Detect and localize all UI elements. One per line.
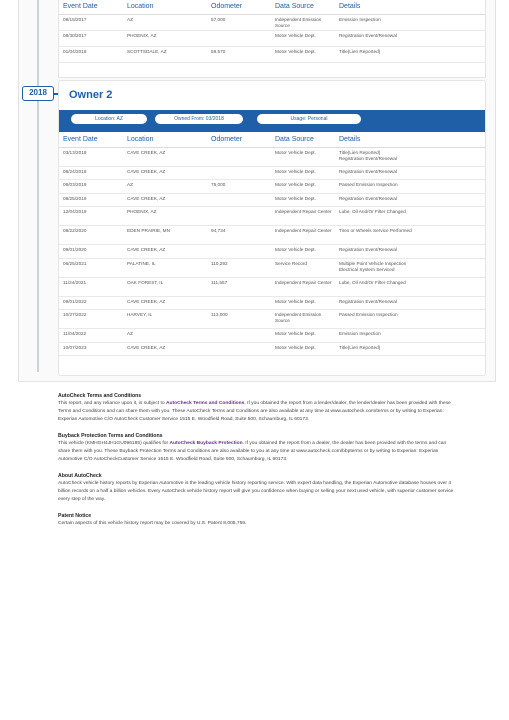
owner1-events-table [59, 0, 485, 63]
event-location: CAVE CREEK, AZ [123, 193, 207, 207]
buyback-terms-text [58, 440, 458, 464]
event-odometer: 113,000 [207, 310, 271, 329]
event-detail-line: Title(Lien Reported) [339, 344, 381, 350]
autocheck-terms-link[interactable]: AutoCheck Terms and Conditions [165, 401, 245, 406]
event-date: 09/01/2022 [59, 296, 123, 310]
table-row [59, 342, 485, 356]
event-date: 08/25/2019 [59, 193, 123, 207]
table-row [59, 277, 485, 296]
event-date: 08/03/2019 [59, 180, 123, 194]
table-row [59, 46, 485, 62]
event-source: Motor Vehicle Dept. [271, 30, 335, 46]
event-detail-line: Emission Inspection [339, 331, 381, 336]
event-date: 12/04/2019 [59, 207, 123, 226]
owned-from-pill: Owned From: 03/2018 [155, 114, 243, 124]
col-data-source: Data Source [271, 132, 335, 147]
event-details [335, 226, 485, 245]
table-row [59, 226, 485, 245]
table-row [59, 329, 485, 343]
event-odometer [207, 30, 271, 46]
event-odometer: 59,570 [207, 46, 271, 62]
event-source: Motor Vehicle Dept. [271, 245, 335, 259]
event-source: Motor Vehicle Dept. [271, 296, 335, 310]
event-details [335, 310, 485, 329]
table-row [59, 245, 485, 259]
event-details [335, 296, 485, 310]
table-row [59, 296, 485, 310]
event-location: PHOENIX, AZ [123, 207, 207, 226]
event-odometer [207, 193, 271, 207]
event-location: AZ [123, 180, 207, 194]
about-heading: About AutoCheck [58, 473, 102, 479]
event-source: Service Record [271, 258, 335, 277]
event-details [335, 207, 485, 226]
buyback-terms-heading: Buyback Protection Terms and Conditions [58, 433, 163, 439]
table-row [59, 14, 485, 30]
event-location: CAVE CREEK, AZ [123, 147, 207, 166]
col-details: Details [335, 132, 485, 147]
event-location: CAVE CREEK, AZ [123, 166, 207, 180]
event-detail-line: Electrical System Serviced [339, 266, 395, 272]
terms-text-part: . If you obtained the report from a lender/dealer, the lender/dealer has been provided with these Terms and Conditions and can share them with you. These AutoCheck Terms and Conditions are also available at any time at www.autocheck.com/terms or by writing to Experian: Experian Automotive C/O AutoCheck Customer Service 1515 E. Woodfield Road, Suite 500, Schaumburg, IL 60173. [58, 401, 451, 422]
event-details [335, 258, 485, 277]
event-location: EDEN PRAIRIE, MN [123, 226, 207, 245]
terms-text-part: . If you obtained the report from a dealer, the dealer has been provided with the terms and can share them with you. These Buyback Protection Terms and Conditions are also available to you at any time at www.autocheck.com/bbpterms or by writing to Experian: Experian Automotive C/O AutoCheckCustomer Service 1515 E. Woodfield Road, Suite 500, Schaumburg, IL 60173. [58, 441, 447, 462]
event-location: PHOENIX, AZ [123, 30, 207, 46]
event-date: 08/22/2020 [59, 226, 123, 245]
col-event-date: Event Date [59, 132, 123, 147]
event-details [335, 342, 485, 356]
event-details: Emission Inspection [335, 14, 485, 30]
event-odometer [207, 166, 271, 180]
event-odometer: 57,000 [207, 14, 271, 30]
event-detail-line: Lube, Oil And/Or Filter Changed [339, 279, 406, 285]
col-odometer: Odometer [207, 132, 271, 147]
event-date: 10/07/2023 [59, 342, 123, 356]
owner1-events-card [58, 0, 486, 78]
terms-section [58, 392, 458, 528]
event-odometer: 94,734 [207, 226, 271, 245]
event-date: 01/04/2018 [59, 46, 123, 62]
event-source: Motor Vehicle Dept. [271, 342, 335, 356]
event-location: OAK FOREST, IL [123, 277, 207, 296]
event-detail-line: Registration Event/Renewal [339, 155, 397, 161]
event-source: Independent Repair Center [271, 207, 335, 226]
event-odometer [207, 245, 271, 259]
event-detail-line: Registration Event/Renewal [339, 247, 397, 252]
event-odometer: 75,000 [207, 180, 271, 194]
owner2-card [58, 80, 486, 376]
event-details [335, 329, 485, 343]
event-date: 11/24/2021 [59, 277, 123, 296]
event-source: Independent Repair Center [271, 226, 335, 245]
table-row [59, 258, 485, 277]
event-location: AZ [123, 329, 207, 343]
col-odometer: Odometer [207, 0, 271, 14]
terms-text-part: This report, and any reliance upon it, is subject to [58, 401, 166, 406]
usage-pill: Usage: Personal [257, 114, 361, 124]
event-location: AZ [123, 14, 207, 30]
event-source: Independent Repair Center [271, 277, 335, 296]
event-location: CAVE CREEK, AZ [123, 342, 207, 356]
table-row [59, 147, 485, 166]
event-source: Motor Vehicle Dept. [271, 147, 335, 166]
location-pill: Location: AZ [71, 114, 147, 124]
event-date: 09/01/2020 [59, 245, 123, 259]
event-date: 06/25/2021 [59, 258, 123, 277]
owner-title: Owner 2 [69, 89, 113, 101]
event-date: 08/15/2017 [59, 14, 123, 30]
table-header-row [59, 0, 485, 14]
event-source: Motor Vehicle Dept. [271, 180, 335, 194]
event-detail-line: Title(Lien Reported) [339, 149, 381, 155]
event-location: CAVE CREEK, AZ [123, 296, 207, 310]
table-row [59, 30, 485, 46]
terms-text-part: This vehicle (KMHGH4JH1GU096185) qualifies for [58, 441, 170, 446]
col-location: Location [123, 0, 207, 14]
event-detail-line: Tires or Wheels Service Performed [339, 228, 412, 233]
table-row [59, 180, 485, 194]
table-row [59, 166, 485, 180]
timeline-line [37, 0, 39, 372]
event-odometer: 111,557 [207, 277, 271, 296]
event-odometer [207, 147, 271, 166]
event-odometer [207, 296, 271, 310]
event-source: Motor Vehicle Dept. [271, 329, 335, 343]
event-location: CAVE CREEK, AZ [123, 245, 207, 259]
patent-text: Certain aspects of this vehicle history report may be covered by U.S. Patent 8,005,759. [58, 521, 247, 526]
event-detail-line: Passed Emission Inspection [339, 182, 398, 187]
event-detail-line: Registration Event/Renewal [339, 298, 397, 304]
event-odometer [207, 342, 271, 356]
col-data-source: Data Source [271, 0, 335, 14]
table-row [59, 310, 485, 329]
event-date: 08/30/2017 [59, 30, 123, 46]
event-detail-line: Multiple Point Vehicle Inspection [339, 260, 407, 266]
event-source: Motor Vehicle Dept. [271, 46, 335, 62]
table-header-row [59, 132, 485, 147]
event-details [335, 180, 485, 194]
table-row [59, 207, 485, 226]
event-date: 11/04/2022 [59, 329, 123, 343]
owner-info-bar [59, 110, 485, 132]
event-source: Motor Vehicle Dept. [271, 193, 335, 207]
event-location: PALATINE, IL [123, 258, 207, 277]
autocheck-terms-text [58, 400, 458, 424]
patent-heading: Patent Notice [58, 513, 92, 519]
autocheck-terms-heading: AutoCheck Terms and Conditions [58, 393, 142, 399]
event-source: Motor Vehicle Dept. [271, 166, 335, 180]
event-details: Registration Event/Renewal [335, 30, 485, 46]
event-details [335, 245, 485, 259]
year-badge: 2018 [22, 86, 54, 101]
col-details: Details [335, 0, 485, 14]
event-source: Independent Emission Source [271, 310, 335, 329]
event-date: 10/27/2022 [59, 310, 123, 329]
event-details: Title(Lien Reported) [335, 46, 485, 62]
event-odometer: 110,292 [207, 258, 271, 277]
event-details [335, 277, 485, 296]
col-event-date: Event Date [59, 0, 123, 14]
table-row [59, 193, 485, 207]
event-detail-line: Lube, Oil And/Or Filter Changed [339, 209, 406, 214]
event-details [335, 193, 485, 207]
event-location: HARVEY, IL [123, 310, 207, 329]
event-location: SCOTTSDALE, AZ [123, 46, 207, 62]
event-details [335, 147, 485, 166]
event-date: 03/13/2018 [59, 147, 123, 166]
event-details [335, 166, 485, 180]
col-location: Location [123, 132, 207, 147]
event-source: Independent Emission Source [271, 14, 335, 30]
event-odometer [207, 329, 271, 343]
buyback-protection-link[interactable]: AutoCheck Buyback Protection [169, 441, 243, 446]
about-text: AutoCheck vehicle history reports by Experian Automotive is the leading vehicle history reporting service. With expert data handling, the Experian Automotive database houses over 4 billion records on a half a billion vehicles. Every AutoCheck vehicle history report will give you confidence when buying or selling your next used vehicle, with superior customer service every step of the way. [58, 481, 454, 502]
owner2-events-table [59, 132, 485, 356]
event-date: 08/24/2018 [59, 166, 123, 180]
event-detail-line: Passed Emission Inspection [339, 312, 398, 317]
event-detail-line: Registration Event/Renewal [339, 195, 397, 201]
event-odometer [207, 207, 271, 226]
event-detail-line: Registration Event/Renewal [339, 168, 397, 174]
